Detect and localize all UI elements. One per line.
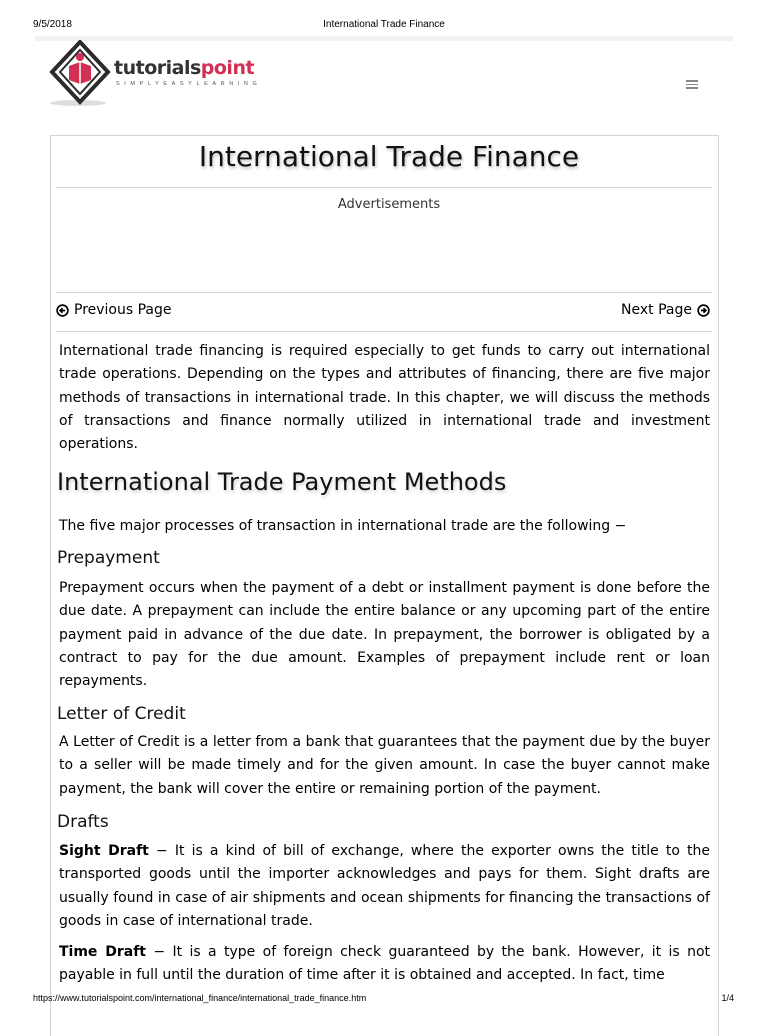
drafts-heading: Drafts [57, 812, 109, 832]
print-url: https://www.tutorialspoint.com/international_finance/international_trade_finance.htm [33, 993, 367, 1003]
logo-tagline: SIMPLYEASYLEARNING [116, 81, 262, 87]
print-header [0, 0, 768, 36]
print-date: 9/5/2018 [33, 19, 72, 30]
prepayment-paragraph: Prepayment occurs when the payment of a debt or installment payment is done before the due date. A prepayment can include the entire balance or any upcoming part of the entire payment paid in advance of the due date. In prepayment, the borrower is obligated by a contract to pay for the due amount. Examples of prepayment include rent or loan repayments. [59, 580, 710, 690]
print-page-number: 1/4 [721, 993, 734, 1003]
logo-diamond-icon [48, 40, 112, 108]
next-page-label: Next Page [621, 302, 692, 318]
time-draft-term: Time Draft [59, 944, 146, 960]
circle-arrow-left-icon [56, 304, 69, 317]
ads-divider [56, 292, 712, 293]
print-footer [0, 990, 768, 1024]
time-draft-text: − It is a type of foreign check guaranteed by the bank. However, it is not payable in full until the duration of time after it is obtained and accepted. In fact, time [59, 944, 710, 984]
title-divider [56, 187, 712, 188]
logo-wordmark: tutorialspoint [114, 57, 255, 79]
previous-page-link[interactable] [56, 302, 172, 318]
print-title: International Trade Finance [323, 19, 445, 30]
next-page-link[interactable] [621, 302, 710, 318]
hamburger-menu-icon[interactable] [684, 78, 700, 92]
sight-draft-text: − It is a kind of bill of exchange, where the exporter owns the title to the transported goods until the importer acknowledges and pays for them. Sight drafts are usually found in case of air shipments and ocean shipments for financing the transactions of goods in case of international trade. [59, 843, 710, 929]
sight-draft-paragraph [59, 840, 710, 933]
page-title: International Trade Finance [198, 140, 580, 173]
tutorialspoint-logo[interactable] [48, 38, 288, 110]
time-draft-paragraph [59, 941, 710, 987]
letter-of-credit-paragraph: A Letter of Credit is a letter from a bank that guarantees that the payment due by the buyer to a seller will be made timely and for the given amount. In case the buyer cannot make payment, the bank will cover the entire or remaining portion of the payment. [59, 734, 710, 797]
circle-arrow-right-icon [697, 304, 710, 317]
intro-paragraph: International trade financing is required especially to get funds to carry out international trade operations. Depending on the types and attributes of financing, there are five major methods of transactions in international trade. In this chapter, we will discuss the methods of transactions and finance normally utilized in international trade and investment operations. [59, 343, 710, 453]
letter-of-credit-heading: Letter of Credit [57, 704, 186, 724]
advertisements-label: Advertisements [337, 197, 441, 212]
nav-divider [56, 331, 712, 332]
section-intro-paragraph: The five major processes of transaction in international trade are the following − [59, 518, 627, 534]
sight-draft-term: Sight Draft [59, 843, 149, 859]
section-heading: International Trade Payment Methods [57, 468, 507, 496]
previous-page-label: Previous Page [74, 302, 172, 318]
prepayment-heading: Prepayment [57, 548, 160, 568]
